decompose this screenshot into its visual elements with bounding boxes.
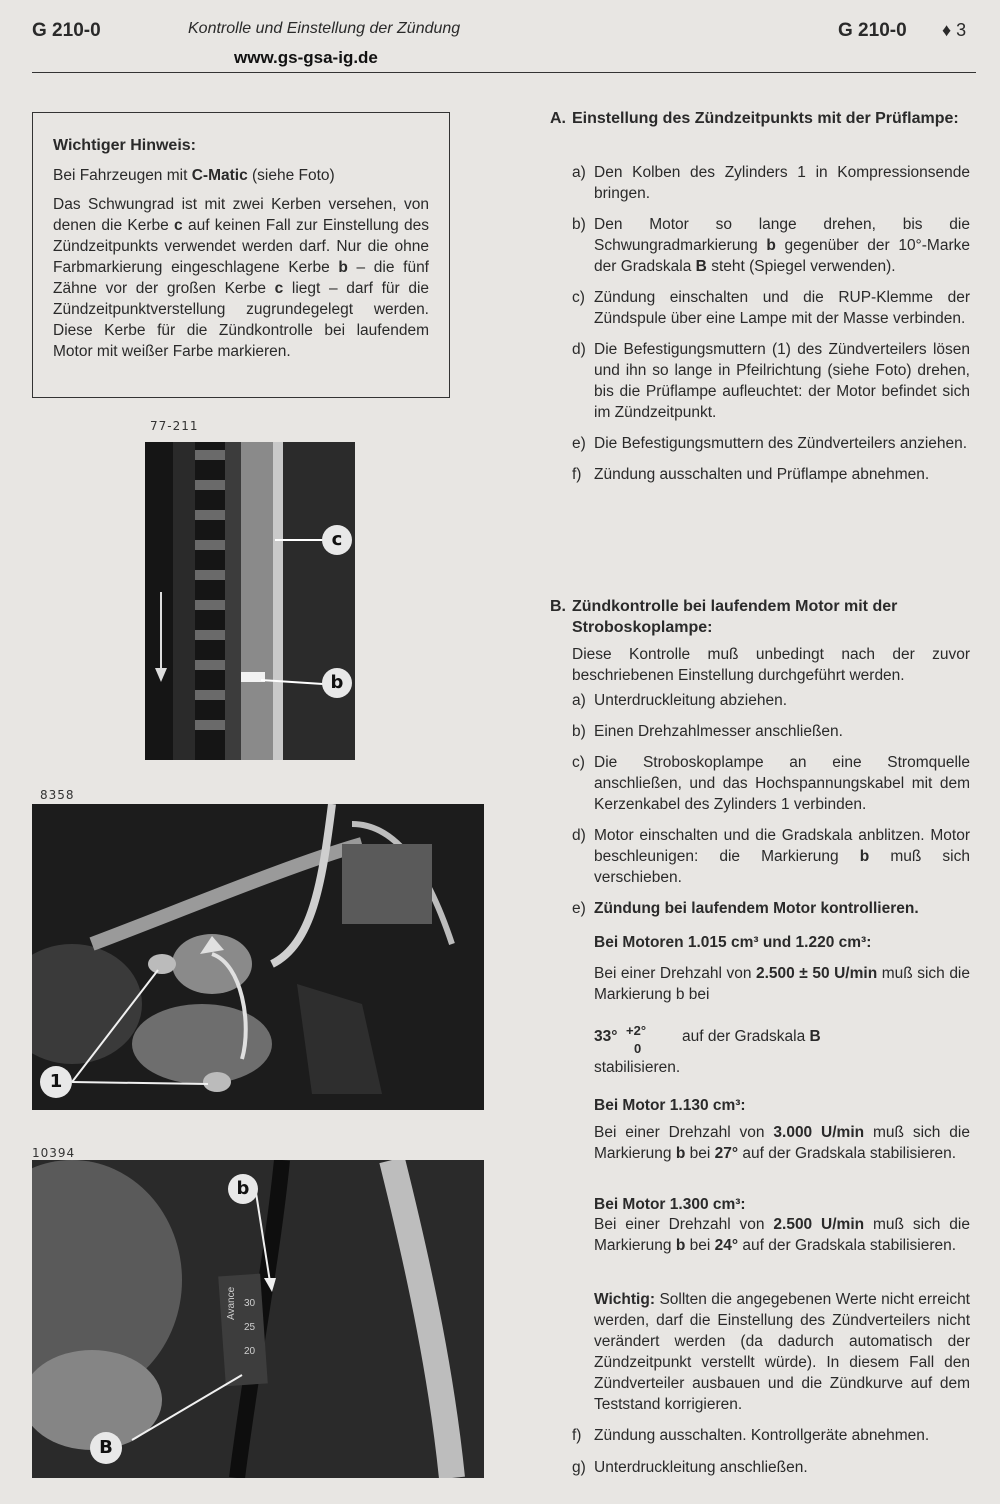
callout-c: c: [322, 525, 352, 555]
step-a-f: f) Zündung ausschalten und Prüflampe abnehmen.: [572, 466, 930, 483]
step-b-b: b) Einen Drehzahlmesser anschließen.: [572, 723, 843, 740]
motor-1015-text: Bei einer Drehzahl von 2.500 ± 50 U/min muß sich die Markierung b bei: [594, 965, 970, 1003]
motor-1015-value: 33° +2° 0 auf der Gradskala B: [594, 1023, 821, 1056]
step-a-d: d) Die Befestigungsmuttern (1) des Zündverteilers lösen und ihn so lange in Pfeilrichtung (siehe Foto) drehen, bis die Prüflampe aufleuchtet: der Motor befindet sich im Zündzeitpunkt.: [572, 341, 970, 421]
distributor-illustration: [32, 804, 484, 1110]
figure-2-label: 8358: [40, 788, 75, 802]
figure-3-label: 10394: [32, 1146, 76, 1160]
motor-1300-text: Bei einer Drehzahl von 2.500 U/min muß sich die Markierung b bei 24° auf der Gradskala stabilisieren.: [594, 1216, 970, 1254]
section-b-items: [572, 644, 970, 919]
section-b: [550, 596, 970, 638]
section-b-intro: Diese Kontrolle muß unbedingt nach der zuvor beschriebenen Einstellung durchgeführt werden.: [572, 646, 970, 684]
step-a-e: e) Die Befestigungsmuttern des Zündverteilers anziehen.: [572, 435, 968, 452]
callout-b: b: [322, 668, 352, 698]
step-a-b: b) Den Motor so lange drehen, bis die Schwungradmarkierung b gegenüber der 10°-Marke der Gradskala B steht (Spiegel verwenden).: [572, 216, 970, 275]
step-b-d: d) Motor einschalten und die Gradskala anblitzen. Motor beschleunigen: die Markierung b muß sich verschieben.: [572, 827, 970, 886]
step-b-f: f) Zündung ausschalten. Kontrollgeräte abnehmen.: [572, 1427, 930, 1444]
header-title: Kontrolle und Einstellung der Zündung: [188, 20, 461, 37]
section-a: [550, 108, 970, 129]
header-code-left: G 210-0: [32, 20, 101, 41]
motor-1130-heading: Bei Motor 1.130 cm³:: [594, 1097, 746, 1114]
website-url[interactable]: www.gs-gsa-ig.de: [234, 48, 378, 67]
callout-1: 1: [40, 1066, 72, 1098]
section-a-items: [572, 162, 970, 485]
page-number: ♦ 3: [942, 20, 967, 40]
step-b-c: c) Die Stroboskoplampe an eine Stromquelle anschließen, und das Hochspannungskabel mit dem Kerzenkabel des Zylinders 1 verbinden.: [572, 754, 970, 813]
motor-1015-heading: Bei Motoren 1.015 cm³ und 1.220 cm³:: [594, 934, 872, 951]
distributor-photo: [32, 804, 484, 1110]
flywheel-illustration: [145, 442, 355, 760]
note-heading: Wichtiger Hinweis:: [53, 137, 196, 154]
scale-ticks: 30 25 20: [244, 1298, 256, 1357]
header-code-right: G 210-0: [838, 20, 907, 41]
section-b-title: B. Zündkontrolle bei laufendem Motor mit der Stroboskoplampe:: [550, 598, 898, 636]
figure-1-label: 77-211: [150, 419, 199, 433]
note-line1: Bei Fahrzeugen mit C-Matic (siehe Foto): [53, 167, 335, 184]
step-b-g: g) Unterdruckleitung anschließen.: [572, 1459, 808, 1476]
step-a-c: c) Zündung einschalten und die RUP-Klemme der Zündspule über eine Lampe mit der Masse verbinden.: [572, 289, 970, 327]
step-a-a: a) Den Kolben des Zylinders 1 in Kompressionsende bringen.: [572, 164, 970, 202]
note-body: Das Schwungrad ist mit zwei Kerben versehen, von denen die Kerbe c auf keinen Fall zur Einstellung des Zündzeitpunkts verwendet werden darf. Nur die ohne Farbmarkierung eingeschlagene Kerbe b – die fünf Zähne vor der großen Kerbe c liegt – darf für die Zündzeitpunktverstellung zugrundegelegt werden. Diese Kerbe für die Zündkontrolle bei laufendem Motor mit weißer Farbe markieren.: [53, 196, 430, 360]
motor-1015-end: stabilisieren.: [594, 1059, 681, 1076]
important-warning: Wichtig: Sollten die angegebenen Werte nicht erreicht werden, darf die Einstellung des Zündverteilers nicht verändert werden (da dadurch automatisch der Zündzeitpunkt verstellt würde). In diesem Fall den Zündverteiler ausbauen und die Zündkurve auf dem Teststand korrigieren.: [594, 1291, 970, 1413]
section-a-title: A. Einstellung des Zündzeitpunkts mit der Prüflampe:: [550, 110, 959, 127]
motor-1130-text: Bei einer Drehzahl von 3.000 U/min muß sich die Markierung b bei 27° auf der Gradskala stabilisieren.: [594, 1124, 970, 1162]
step-b-a: a) Unterdruckleitung abziehen.: [572, 692, 788, 709]
flywheel-photo: [145, 442, 355, 760]
degree-scale-illustration: [32, 1160, 484, 1478]
motor-1300-heading: Bei Motor 1.300 cm³:: [594, 1196, 746, 1213]
callout-b-2: b: [228, 1174, 258, 1204]
callout-B: B: [90, 1432, 122, 1464]
degree-scale-photo: [32, 1160, 484, 1478]
scale-label-avance: Avance: [226, 1286, 237, 1320]
important-note-box: [32, 112, 450, 398]
header-rule: [32, 72, 976, 73]
step-b-e: e) Zündung bei laufendem Motor kontrollieren.: [572, 900, 919, 917]
